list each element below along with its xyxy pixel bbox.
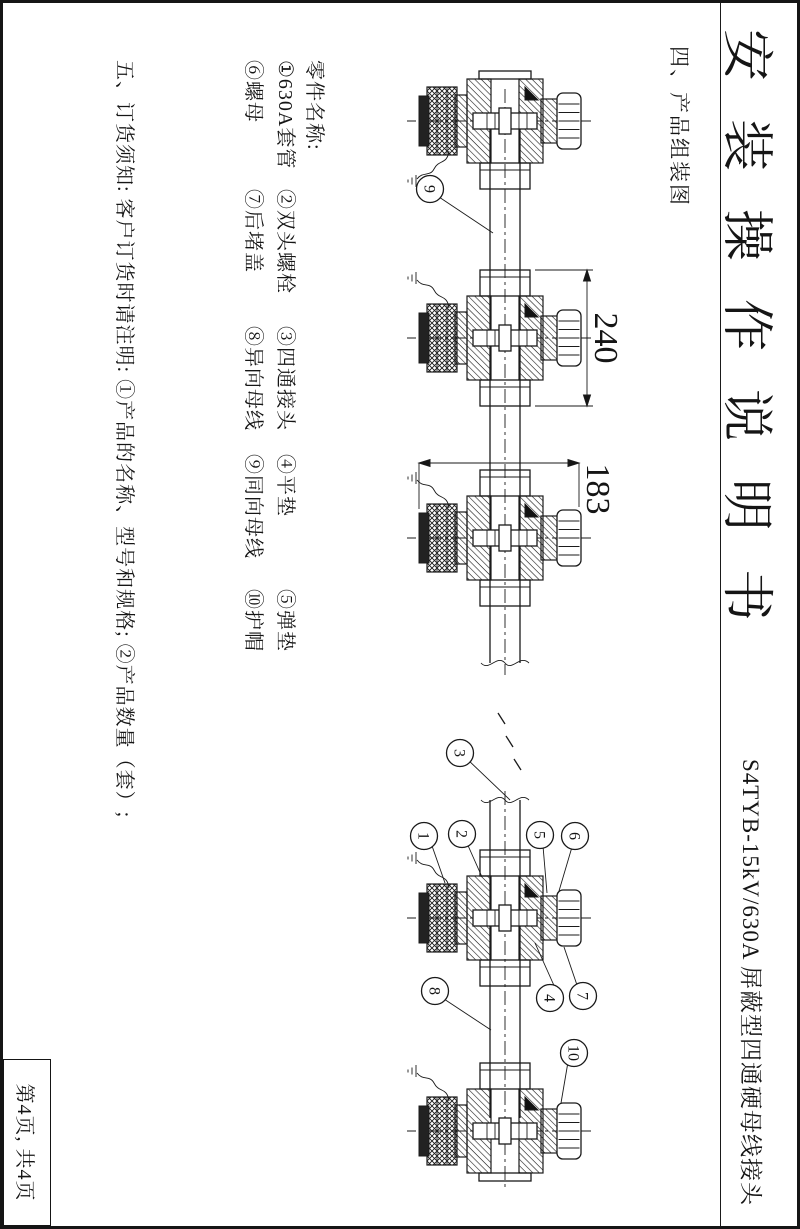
callout-9 <box>417 176 444 203</box>
svg-text:2: 2 <box>452 830 470 838</box>
product-model: S4TYB-15kV/630A 屏蔽型四通硬母线接头 <box>738 758 763 1206</box>
dim-240-label: 240 <box>587 312 624 364</box>
busbar <box>481 89 529 1191</box>
part-item-6: ⑥螺母 <box>242 60 264 123</box>
svg-text:6: 6 <box>565 832 583 840</box>
ordering-note: 五、订货须知: 客户订货时请注明: ①产品的名称、型号和规格; ②产品数量（套）; <box>113 60 135 819</box>
part-item-8: ⑧异向母线 <box>242 326 264 431</box>
part-item-5: ⑤弹垫 <box>274 589 296 652</box>
svg-text:9: 9 <box>420 185 438 193</box>
callout-10 <box>561 1040 588 1067</box>
svg-text:1: 1 <box>414 832 432 840</box>
callout-1 <box>411 823 438 850</box>
connector-5 <box>407 1063 591 1181</box>
part-item-7: ⑦后堵盖 <box>242 189 264 273</box>
callout-3 <box>447 740 474 767</box>
part-item-3: ③四通接头 <box>274 326 296 431</box>
page-title: 安装操作说明书 <box>717 29 774 660</box>
svg-text:5: 5 <box>530 831 548 839</box>
callout-7 <box>570 983 597 1010</box>
parts-list-heading: 零件名称: <box>303 60 325 151</box>
svg-text:7: 7 <box>573 992 591 1000</box>
connector-4 <box>407 850 591 986</box>
svg-text:3: 3 <box>450 749 468 757</box>
callout-2 <box>449 821 476 848</box>
connector-2 <box>407 270 591 406</box>
part-item-9: ⑨同向母线 <box>242 454 264 559</box>
callout-5 <box>527 822 554 849</box>
connector-1 <box>407 71 591 189</box>
callout-6 <box>562 823 589 850</box>
part-item-2: ②双头螺栓 <box>274 189 296 294</box>
page-number-box <box>3 1059 51 1226</box>
part-item-10: ⑩护帽 <box>242 589 264 652</box>
assembly-section-heading: 四、产品组装图 <box>667 46 691 207</box>
svg-text:8: 8 <box>425 987 443 995</box>
svg-text:10: 10 <box>564 1045 582 1061</box>
page-number-label: 第4页, 共4页 <box>13 1083 36 1202</box>
callout-4 <box>537 985 564 1012</box>
dim-183-label: 183 <box>579 463 616 515</box>
continuation-dots <box>498 713 521 770</box>
part-item-4: ④平垫 <box>274 454 296 517</box>
part-item-1: ①630A套管 <box>274 60 296 170</box>
svg-text:4: 4 <box>540 994 558 1002</box>
callout-8 <box>422 978 449 1005</box>
connector-3 <box>407 470 591 606</box>
